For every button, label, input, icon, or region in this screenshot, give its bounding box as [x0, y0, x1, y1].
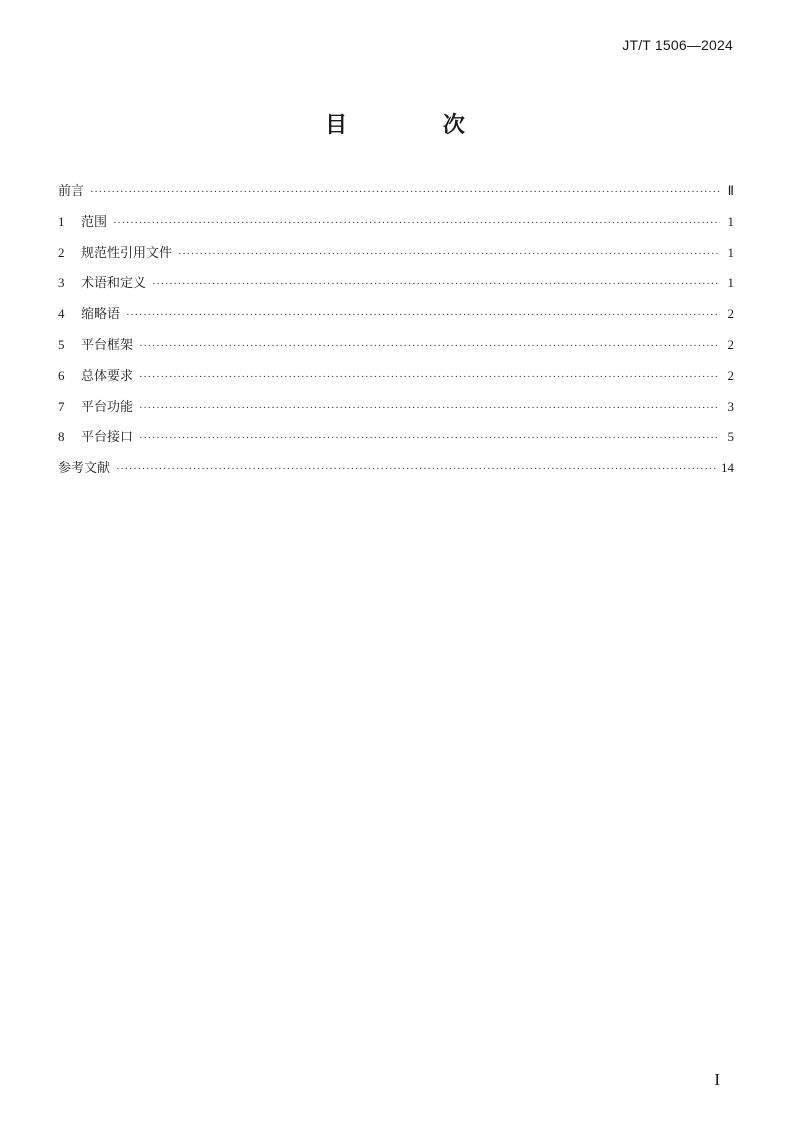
toc-entry-number: 3: [58, 275, 65, 291]
toc-entry-page: 1: [727, 275, 734, 291]
toc-entry-number: 2: [58, 244, 65, 260]
toc-entry-page: 1: [727, 213, 734, 229]
toc-entry-bibliography[interactable]: [58, 457, 734, 488]
toc-leader-dots: [139, 432, 720, 444]
toc-entry-normative-references[interactable]: [58, 242, 734, 273]
toc-entry-label: 平台功能: [81, 399, 134, 415]
toc-entry-page: 3: [727, 398, 734, 414]
toc-entry-number: 7: [58, 398, 65, 414]
toc-leader-dots: [139, 340, 720, 352]
toc-entry-number: 5: [58, 336, 65, 352]
toc-leader-dots: [178, 248, 720, 260]
toc-leader-dots: [152, 278, 720, 290]
toc-entry-page: 2: [727, 336, 734, 352]
toc-entry-label: 规范性引用文件: [81, 245, 173, 261]
toc-entry-label: 缩略语: [81, 307, 121, 323]
toc-leader-dots: [113, 217, 720, 229]
toc-entry-abbreviations[interactable]: [58, 303, 734, 334]
toc-entry-general-requirements[interactable]: [58, 365, 734, 396]
toc-leader-dots: [90, 186, 720, 198]
toc-entry-number: 6: [58, 367, 65, 383]
toc-entry-platform-functions[interactable]: [58, 396, 734, 427]
toc-entry-page: 5: [727, 429, 734, 445]
toc-entry-platform-interfaces[interactable]: [58, 426, 734, 457]
table-of-contents: [58, 180, 734, 488]
toc-leader-dots: [139, 402, 720, 414]
toc-entry-label: 范围: [81, 214, 108, 230]
toc-entry-platform-framework[interactable]: [58, 334, 734, 365]
toc-entry-label: 术语和定义: [81, 276, 147, 292]
page-number: I: [714, 1070, 720, 1089]
toc-entry-label: 平台接口: [81, 430, 134, 446]
toc-entry-label: 参考文献: [58, 461, 111, 477]
toc-entry-number: 8: [58, 429, 65, 445]
toc-entry-scope[interactable]: [58, 211, 734, 242]
toc-entry-page: Ⅱ: [727, 183, 734, 198]
toc-entry-page: 1: [727, 244, 734, 260]
toc-leader-dots: [139, 371, 720, 383]
toc-entry-label: 前言: [58, 184, 85, 199]
toc-title: 目 次: [325, 113, 509, 138]
toc-entry-foreword[interactable]: [58, 180, 734, 211]
toc-entry-number: 1: [58, 213, 65, 229]
toc-entry-label: 总体要求: [81, 368, 134, 384]
toc-leader-dots: [126, 309, 720, 321]
toc-entry-label: 平台框架: [81, 337, 134, 353]
toc-entry-page: 2: [727, 306, 734, 322]
toc-leader-dots: [116, 463, 717, 475]
toc-entry-page: 2: [727, 367, 734, 383]
toc-entry-number: 4: [58, 306, 65, 322]
toc-entry-terms-definitions[interactable]: [58, 272, 734, 303]
document-code: JT/T 1506—2024: [622, 37, 733, 53]
toc-entry-page: 14: [721, 460, 734, 476]
